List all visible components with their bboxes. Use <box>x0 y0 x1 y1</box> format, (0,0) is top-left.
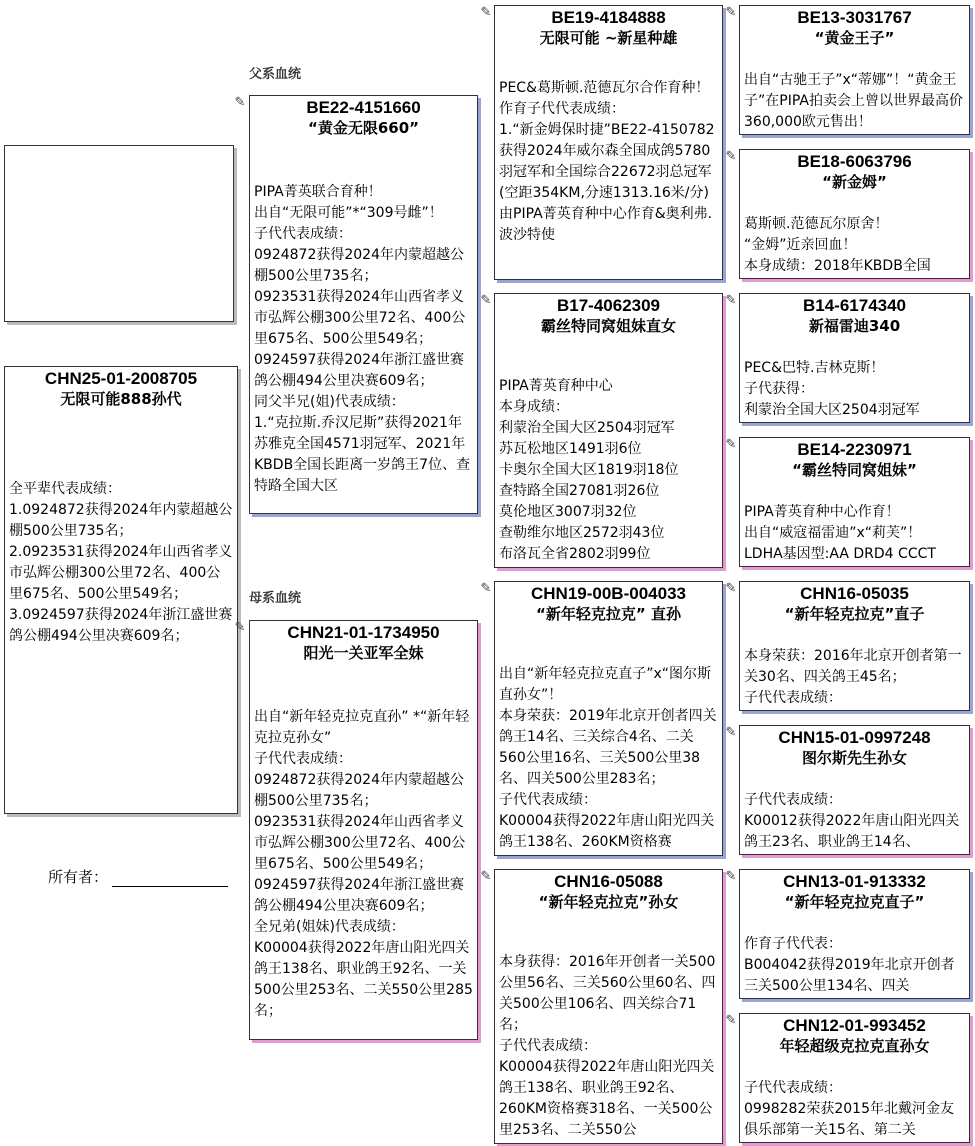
subject-card <box>4 366 238 814</box>
dss-card <box>739 581 970 711</box>
dam-ring-number: CHN21-01-1734950 <box>287 623 440 642</box>
sdd-card <box>739 437 970 567</box>
sss-card <box>739 5 970 135</box>
dsd-name: 图尔斯先生孙女 <box>801 749 907 767</box>
sds-name: 新福雷迪340 <box>808 317 901 335</box>
ssd-name: “新金姆” <box>822 173 887 191</box>
owner-signature-line[interactable] <box>112 868 228 887</box>
sire-sire-notes: PEC&葛斯顿.范德瓦尔合作育种！ 作育子代代表成绩： 1.“新金姆保时捷”BE22-4150782获得2024年威尔森全国成鸽5780羽冠军和全国综合22672羽总冠军(空距354KM,分速1313.16米/分)由PIPA菁英育种中心作育&奥利弗.波沙特使 <box>499 80 715 243</box>
ssd-ring-number: BE18-6063796 <box>797 152 912 171</box>
ddd-ring-number: CHN12-01-993452 <box>783 1016 926 1035</box>
sire-sire-card <box>494 5 723 280</box>
edit-pen-icon[interactable]: ✎ <box>234 620 246 635</box>
edit-pen-icon[interactable]: ✎ <box>480 869 492 884</box>
ssd-notes: 葛斯顿.范德瓦尔原舍！ “金姆”近亲回血！ 本身成绩：2018年KBDB全国 <box>744 216 931 274</box>
subject-notes: 全平辈代表成绩： 1.0924872获得2024年内蒙超越公棚500公里735名； 2.0923531获得2024年山西省孝义市弘辉公棚300公里72名、400公里675名、500公里549名； 3.0924597获得2024年浙江盛世赛鸽公棚494公里决赛609名； <box>9 481 233 644</box>
edit-pen-icon[interactable]: ✎ <box>234 95 246 110</box>
sss-ring-number: BE13-3031767 <box>797 8 912 27</box>
dam-dam-card <box>494 869 723 1144</box>
ddd-notes: 子代代表成绩： 0998282荣获2015年北戴河金友俱乐部第一关15名、第二关 <box>744 1080 954 1138</box>
sdd-ring-number: BE14-2230971 <box>797 440 912 459</box>
dam-dam-notes: 本身获得：2016年开创者一关500公里56名、三关560公里60名、四关500公里106名、四关综合71名； 子代代表成绩： K00004获得2022年唐山阳光四关鸽王138名、职业鸽王92名、260KM资格赛318名、一关500公里253名、二关550公 <box>499 954 716 1138</box>
sire-dam-card <box>494 293 723 568</box>
edit-pen-icon[interactable]: ✎ <box>725 437 737 452</box>
edit-pen-icon[interactable]: ✎ <box>725 869 737 884</box>
dam-card <box>249 620 478 1040</box>
dam-notes: 出自“新年轻克拉克直孙” *“新年轻克拉克孙女” 子代代表成绩： 0924872获得2024年内蒙超越公棚500公里735名； 0923531获得2024年山西省孝义市弘辉公棚300公里72名、400公里675名、500公里549名； 0924597获得2024年浙江盛世赛鸽公棚494公里决赛609名； 全兄弟(姐妹)代表成绩： K00004获得2022年唐山阳光四关鸽王138名、职业鸽王92名、一关500公里253名、二关550公里285名； <box>254 709 473 1019</box>
sire-card <box>249 95 478 514</box>
dam-dam-name: “新年轻克拉克”孙女 <box>538 893 679 911</box>
dds-name: “新年轻克拉克直子” <box>784 893 925 911</box>
sire-dam-notes: PIPA菁英育种中心 本身成绩： 利蒙治全国大区2504羽冠军 苏瓦松地区1491羽6位 卡奥尔全国大区1819羽18位 查特路全国27081羽26位 莫伦地区3007羽32位 查勒维尔地区2572羽43位 布洛瓦全省2802羽99位 <box>499 378 679 562</box>
dds-ring-number: CHN13-01-913332 <box>783 872 926 891</box>
subject-name: 无限可能888孙代 <box>60 390 182 408</box>
dss-notes: 本身荣获：2016年北京开创者第一关30名、四关鸽王45名； 子代代表成绩： <box>744 648 962 706</box>
sire-sire-name: 无限可能 ~新星种雄 <box>539 29 678 47</box>
edit-pen-icon[interactable]: ✎ <box>725 149 737 164</box>
sds-notes: PEC&巴特.吉林克斯！ 子代获得： 利蒙治全国大区2504羽冠军 <box>744 360 920 418</box>
dam-dam-ring-number: CHN16-05088 <box>554 872 663 891</box>
owner-field <box>48 866 228 887</box>
edit-pen-icon[interactable]: ✎ <box>725 725 737 740</box>
sire-line-label: 父系血统 <box>249 67 302 82</box>
dam-name: 阳光一关亚军全妹 <box>303 644 424 662</box>
sdd-notes: PIPA菁英育种中心作育！ 出自“威寇福雷迪”x“莉芙”！ LDHA基因型:AA DRD4 CCCT <box>744 504 936 562</box>
sire-name: “黄金无限660” <box>307 119 420 137</box>
sss-notes: 出自“古驰王子”x“蒂娜”！“黄金王子”在PIPA拍卖会上曾以世界最高价360,000欧元售出！ <box>744 72 963 130</box>
dsd-notes: 子代代表成绩： K00012获得2022年唐山阳光四关鸽王23名、职业鸽王14名、 <box>744 792 960 850</box>
dds-notes: 作育子代代表： B004042获得2019年北京开创者三关500公里134名、四关 <box>744 936 955 994</box>
edit-pen-icon[interactable]: ✎ <box>480 293 492 308</box>
edit-pen-icon[interactable]: ✎ <box>725 5 737 20</box>
dss-ring-number: CHN16-05035 <box>800 584 909 603</box>
dsd-card <box>739 725 970 855</box>
ssd-card <box>739 149 970 279</box>
photo-placeholder <box>4 145 234 322</box>
dds-card <box>739 869 970 999</box>
dsd-ring-number: CHN15-01-0997248 <box>778 728 931 747</box>
edit-pen-icon[interactable]: ✎ <box>725 293 737 308</box>
edit-pen-icon[interactable]: ✎ <box>725 1013 737 1028</box>
sdd-name: “霸丝特同窝姐妹” <box>792 461 917 479</box>
edit-pen-icon[interactable]: ✎ <box>480 5 492 20</box>
edit-pen-icon[interactable]: ✎ <box>480 581 492 596</box>
sire-notes: PIPA菁英联合育种！ 出自“无限可能”*“309号雌”！ 子代代表成绩： 0924872获得2024年内蒙超越公棚500公里735名； 0923531获得2024年山西省孝义市弘辉公棚300公里72名、400公里675名、500公里549名； 0924597获得2024年浙江盛世赛鸽公棚494公里决赛609名； 同父半兄(姐)代表成绩： 1.“克拉斯.乔汉尼斯”获得2021年苏雅克全国4571羽冠军、2021年KBDB全国长距离一岁鸽王7位、查特路全国大区 <box>254 184 471 494</box>
sire-ring-number: BE22-4151660 <box>306 98 421 117</box>
sss-name: “黄金王子” <box>814 29 895 47</box>
ddd-card <box>739 1013 970 1143</box>
dss-name: “新年轻克拉克”直子 <box>784 605 925 623</box>
sire-sire-ring-number: BE19-4184888 <box>551 8 666 27</box>
dam-line-label: 母系血统 <box>249 591 302 606</box>
dam-sire-ring-number: CHN19-00B-004033 <box>531 584 686 603</box>
ddd-name: 年轻超级克拉克直孙女 <box>779 1037 930 1055</box>
edit-pen-icon[interactable]: ✎ <box>725 581 737 596</box>
sire-dam-ring-number: B17-4062309 <box>556 296 661 315</box>
owner-label: 所有者： <box>48 868 109 886</box>
dam-sire-card <box>494 581 723 856</box>
subject-ring-number: CHN25-01-2008705 <box>44 369 198 388</box>
sire-dam-name: 霸丝特同窝姐妹直女 <box>540 317 676 335</box>
sds-card <box>739 293 970 423</box>
dam-sire-name: “新年轻克拉克” 直孙 <box>536 605 681 623</box>
sds-ring-number: B14-6174340 <box>802 296 907 315</box>
dam-sire-notes: 出自“新年轻克拉克直子”x“图尔斯直孙女”！ 本身荣获：2019年北京开创者四关鸽王14名、三关综合4名、二关560公里16名、三关500公里38名、四关500公里283名； 子代代表成绩： K00004获得2022年唐山阳光四关鸽王138名、260KM资格赛 <box>499 666 717 850</box>
